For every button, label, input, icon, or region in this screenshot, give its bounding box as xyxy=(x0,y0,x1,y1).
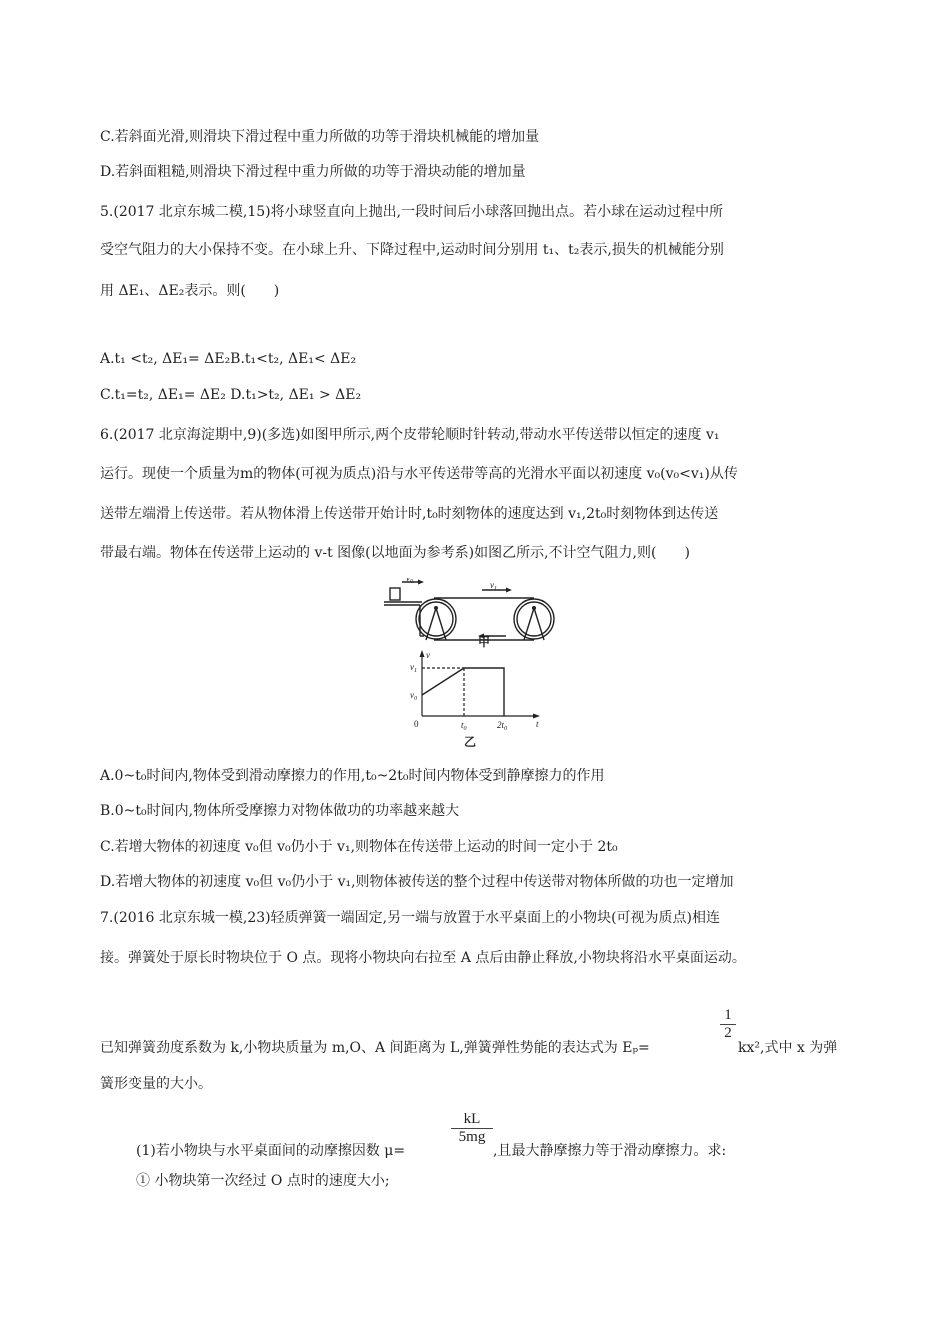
q6-option-a: A.0~t₀时间内,物体受到滑动摩擦力的作用,t₀~2t₀时间内物体受到静摩擦力的作用 xyxy=(100,768,605,784)
q7-line-4: 簧形变量的大小。 xyxy=(100,1076,212,1092)
q7-subpart-1: ① 小物块第一次经过 O 点时的速度大小; xyxy=(136,1173,390,1189)
vt-origin-label: 0 xyxy=(414,719,419,729)
q6-option-b: B.0~t₀时间内,物体所受摩擦力对物体做功的功率越来越大 xyxy=(100,803,460,819)
figure-vt-graph xyxy=(400,648,550,732)
q5-option-ab: A.t₁ <t₂, ΔE₁= ΔE₂B.t₁<t₂, ΔE₁< ΔE₂ xyxy=(100,351,357,367)
vt-y-axis-label: v xyxy=(426,650,430,660)
q6-line-2: 运行。现使一个质量为m的物体(可视为质点)沿与水平传送带等高的光滑水平面以初速度 v₀(v₀<v₁)从传 xyxy=(100,466,738,482)
conveyor-v1-label: $v_1$ xyxy=(490,580,497,592)
ep-fraction xyxy=(720,1007,736,1042)
line-c-slope: C.若斜面光滑,则滑块下滑过程中重力所做的功等于滑块机械能的增加量 xyxy=(100,129,540,145)
vt-x-axis-label: t xyxy=(536,719,539,729)
mu-numerator: kL xyxy=(451,1111,493,1129)
q5-line-1: 5.(2017 北京东城二模,15)将小球竖直向上抛出,一段时间后小球落回抛出点。若小球在运动过程中所 xyxy=(100,204,724,220)
vt-v0-label: $v_0$ xyxy=(410,690,417,702)
conveyor-v0-label: $v_0$ xyxy=(406,578,413,585)
figure-a-caption: 甲 xyxy=(478,635,491,649)
q6-option-d: D.若增大物体的初速度 v₀但 v₀仍小于 v₁,则物体被传送的整个过程中传送带对物体所做的功也一定增加 xyxy=(100,874,734,890)
vt-t0-label: $t_0$ xyxy=(461,720,467,732)
vt-v1-label: $v_1$ xyxy=(410,662,417,674)
q6-option-c: C.若增大物体的初速度 v₀但 v₀仍小于 v₁,则物体在传送带上运动的时间一定小于 2t₀ xyxy=(100,839,618,855)
q7-line-3-after: kx²,式中 x 为弹 xyxy=(738,1040,838,1056)
ep-denominator: 2 xyxy=(724,1025,732,1041)
figure-conveyor-belt xyxy=(382,578,572,654)
ep-numerator: 1 xyxy=(720,1007,736,1025)
q7-part1-before: (1)若小物块与水平桌面间的动摩擦因数 μ= xyxy=(136,1143,406,1159)
q7-line-2: 接。弹簧处于原长时物块位于 O 点。现将小物块向右拉至 A 点后由静止释放,小物块将沿水平桌面运动。 xyxy=(100,950,746,966)
q5-line-2: 受空气阻力的大小保持不变。在小球上升、下降过程中,运动时间分别用 t₁、t₂表示,损失的机械能分别 xyxy=(100,242,724,258)
q6-line-3: 送带左端滑上传送带。若从物体滑上传送带开始计时,t₀时刻物体的速度达到 v₁,2t₀时刻物体到达传送 xyxy=(100,506,719,522)
q5-option-cd: C.t₁=t₂, ΔE₁= ΔE₂ D.t₁>t₂, ΔE₁ > ΔE₂ xyxy=(100,387,362,403)
q5-line-3: 用 ΔE₁、ΔE₂表示。则( ) xyxy=(100,283,280,299)
mu-denominator: 5mg xyxy=(458,1129,486,1145)
q6-line-1: 6.(2017 北京海淀期中,9)(多选)如图甲所示,两个皮带轮顺时针转动,带动水平传送带以恒定的速度 v₁ xyxy=(100,427,720,443)
vt-2t0-label: $2t_0$ xyxy=(497,720,508,732)
figure-b-caption: 乙 xyxy=(464,735,477,749)
q7-line-3-before: 已知弹簧劲度系数为 k,小物块质量为 m,O、A 间距离为 L,弹簧弹性势能的表达式为 Eₚ= xyxy=(100,1040,650,1056)
q7-line-1: 7.(2016 北京东城一模,23)轻质弹簧一端固定,另一端与放置于水平桌面上的小物块(可视为质点)相连 xyxy=(100,910,720,926)
q7-part1-after: ,且最大静摩擦力等于滑动摩擦力。求: xyxy=(493,1143,727,1159)
mu-fraction xyxy=(451,1111,493,1146)
line-d-slope: D.若斜面粗糙,则滑块下滑过程中重力所做的功等于滑块动能的增加量 xyxy=(100,164,526,180)
q6-line-4: 带最右端。物体在传送带上运动的 v-t 图像(以地面为参考系)如图乙所示,不计空气阻力,则( ) xyxy=(100,545,690,561)
